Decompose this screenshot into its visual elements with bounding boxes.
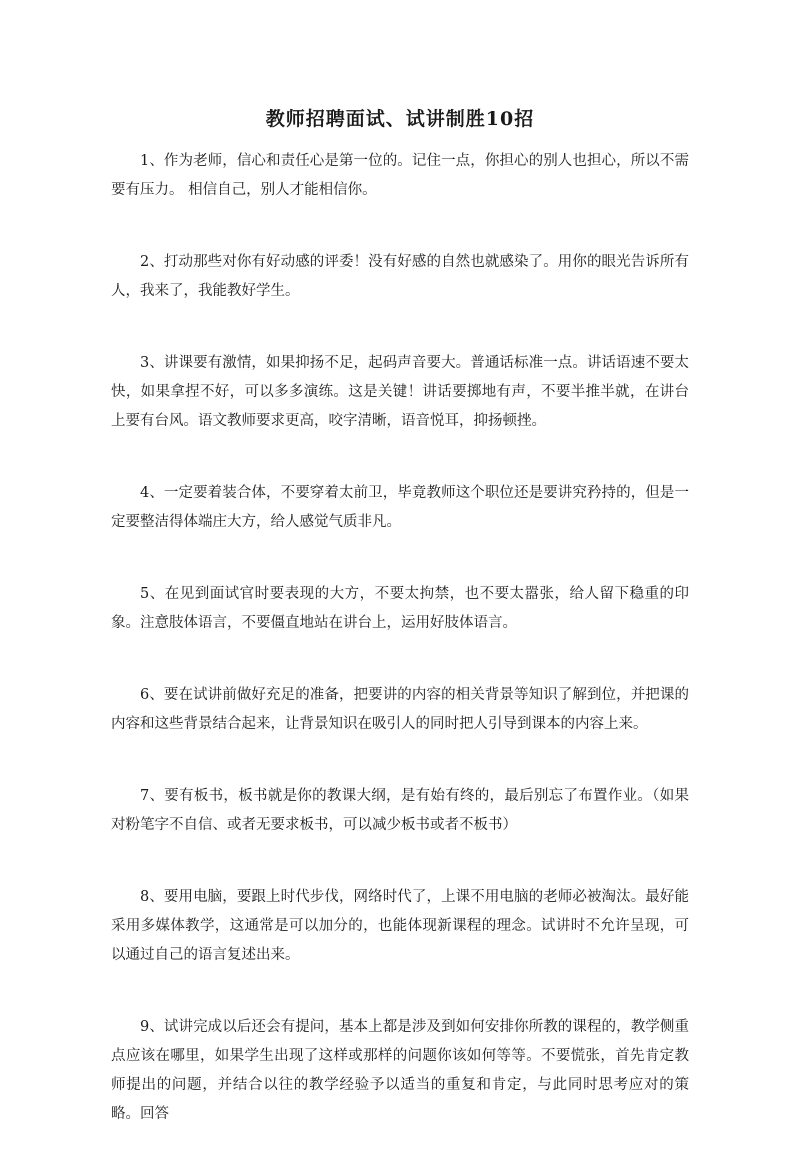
paragraph-3: 3、讲课要有激情，如果抑扬不足，起码声音要大。普通话标准一点。讲话语速不要太快，如果拿捏不好，可以多多演练。这是关键！讲话要掷地有声，不要半推半就，在讲台上要有台风。语文教师要求更高，咬字清晰，语音悦耳，抑扬顿挫。 — [111, 355, 689, 429]
document-body — [111, 147, 689, 1172]
paragraph-2: 2、打动那些对你有好动感的评委！没有好感的自然也就感染了。用你的眼光告诉所有人，我来了，我能教好学生。 — [111, 254, 689, 299]
paragraph-9: 9、试讲完成以后还会有提问，基本上都是涉及到如何安排你所教的课程的，教学侧重点应该在哪里，如果学生出现了这样或那样的问题你该如何等等。不要慌张，首先肯定教师提出的问题，并结合以往的教学经验予以适当的重复和肯定，与此同时思考应对的策略。回答 — [111, 1019, 689, 1122]
document-title: 教师招聘面试、试讲制胜10招 — [265, 108, 535, 130]
paragraph-8: 8、要用电脑，要跟上时代步伐，网络时代了，上课不用电脑的老师必被淘汰。最好能采用多媒体教学，这通常是可以加分的，也能体现新课程的理念。试讲时不允许呈现，可以通过自己的语言复述出来。 — [111, 889, 689, 963]
paragraph-5: 5、在见到面试官时要表现的大方，不要太拘禁，也不要太嚣张，给人留下稳重的印象。注意肢体语言，不要僵直地站在讲台上，运用好肢体语言。 — [111, 586, 689, 631]
paragraph-1: 1、作为老师，信心和责任心是第一位的。记住一点，你担心的别人也担心，所以不需要有压力。 相信自己，别人才能相信你。 — [111, 153, 689, 198]
paragraph-7: 7、要有板书，板书就是你的教课大纲，是有始有终的，最后别忘了布置作业。（如果对粉笔字不自信、或者无要求板书，可以减少板书或者不板书） — [111, 788, 689, 833]
paragraph-6: 6、要在试讲前做好充足的准备，把要讲的内容的相关背景等知识了解到位，并把课的内容和这些背景结合起来，让背景知识在吸引人的同时把人引导到课本的内容上来。 — [111, 687, 689, 732]
paragraph-4: 4、一定要着装合体，不要穿着太前卫，毕竟教师这个职位还是要讲究矜持的，但是一定要整洁得体端庄大方，给人感觉气质非凡。 — [111, 485, 689, 530]
